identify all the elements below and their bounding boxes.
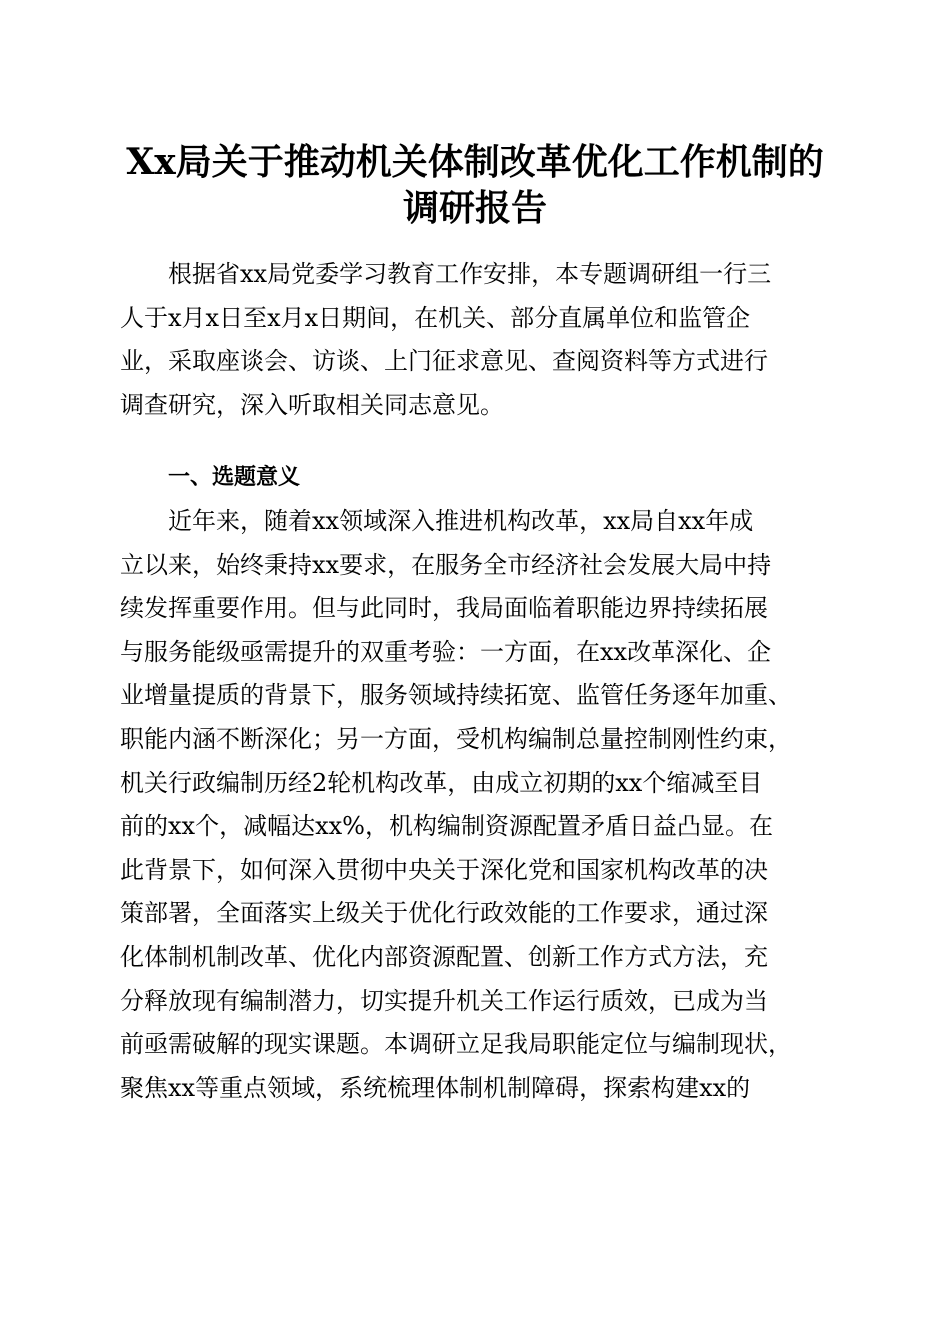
section1-line: 前亟需破解的现实课题。本调研立足我局职能定位与编制现状， bbox=[120, 1030, 792, 1059]
document-title-line-2: 调研报告 bbox=[402, 187, 547, 229]
section1-line: 续发挥重要作用。但与此同时，我局面临着职能边界持续拓展 bbox=[120, 594, 768, 623]
section1-line: 机关行政编制历经2轮机构改革，由成立初期的xx个缩减至目 bbox=[120, 768, 763, 797]
intro-line: 根据省xx局党委学习教育工作安排，本专题调研组一行三 bbox=[168, 260, 772, 288]
section1-line: 此背景下，如何深入贯彻中央关于深化党和国家机构改革的决 bbox=[120, 855, 768, 884]
section-heading: 一、选题意义 bbox=[168, 465, 301, 490]
section1-line: 近年来，随着xx领域深入推进机构改革，xx局自xx年成 bbox=[168, 507, 754, 535]
section1-line: 分释放现有编制潜力，切实提升机关工作运行质效，已成为当 bbox=[120, 986, 768, 1015]
section1-line: 业增量提质的背景下，服务领域持续拓宽、监管任务逐年加重、 bbox=[120, 681, 792, 710]
section1-line: 与服务能级亟需提升的双重考验：一方面，在xx改革深化、企 bbox=[120, 637, 772, 666]
intro-line: 人于x月x日至x月x日期间，在机关、部分直属单位和监管企 bbox=[120, 303, 751, 332]
section1-line: 策部署，全面落实上级关于优化行政效能的工作要求，通过深 bbox=[120, 899, 768, 928]
intro-line: 业，采取座谈会、访谈、上门征求意见、查阅资料等方式进行 bbox=[120, 347, 768, 376]
section1-line: 化体制机制改革、优化内部资源配置、创新工作方式方法，充 bbox=[120, 942, 768, 971]
intro-paragraph bbox=[120, 253, 840, 427]
intro-line: 调查研究，深入听取相关同志意见。 bbox=[120, 390, 504, 419]
document-title-line-1: Xx局关于推动机关体制改革优化工作机制的 bbox=[126, 141, 824, 183]
section1-paragraph bbox=[120, 500, 840, 1110]
section1-line: 聚焦xx等重点领域，系统梳理体制机制障碍，探索构建xx的 bbox=[120, 1073, 751, 1102]
section1-line: 前的xx个，减幅达xx%，机构编制资源配置矛盾日益凸显。在 bbox=[120, 812, 773, 841]
section1-line: 职能内涵不断深化；另一方面，受机构编制总量控制刚性约束， bbox=[120, 724, 792, 753]
section1-line: 立以来，始终秉持xx要求，在服务全市经济社会发展大局中持 bbox=[120, 550, 772, 579]
